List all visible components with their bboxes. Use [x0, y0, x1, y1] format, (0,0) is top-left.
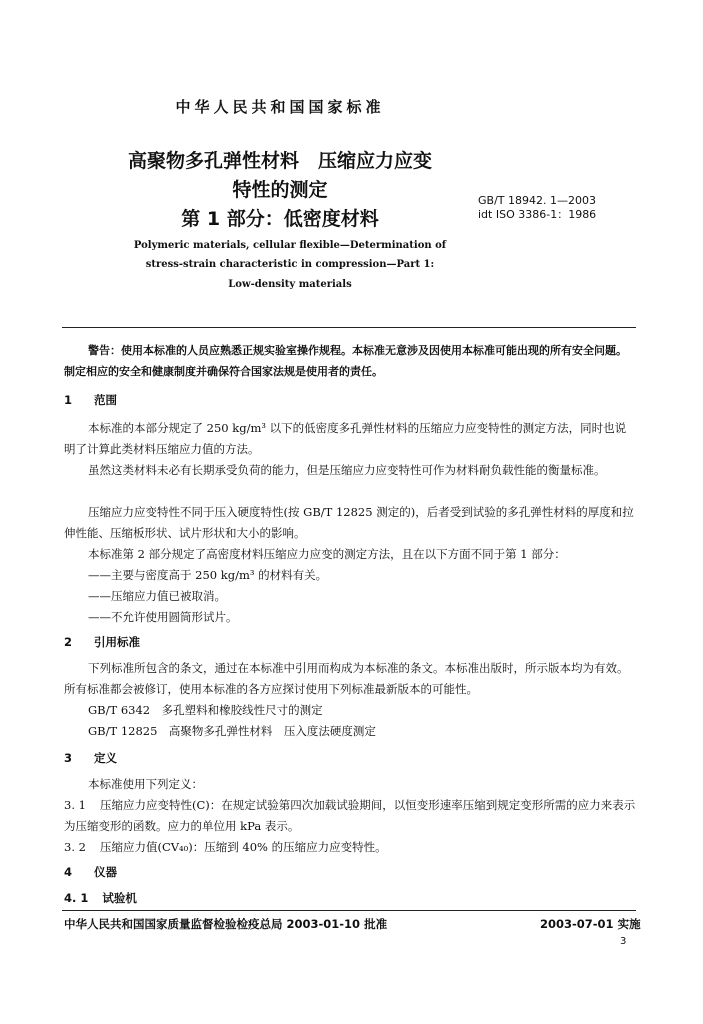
- title-line-2: 特性的测定: [232, 179, 328, 201]
- section-1-item-3: ——不允许使用圆筒形试片。: [88, 610, 238, 624]
- section-1-item-1: ——主要与密度高于 250 kg/m³ 的材料有关。: [88, 568, 328, 582]
- section-1-item-2: ——压缩应力值已被取消。: [88, 589, 226, 603]
- english-title-line-3: Low-density materials: [228, 279, 352, 290]
- section-2-para-1: 下列标准所包含的条文，通过在本标准中引用而构成为本标准的条文。本标准出版时，所示版本均为有效。所有标准都会被修订，使用本标准的各方应探讨使用下列标准最新版本的可能性。: [64, 661, 629, 696]
- reference-2: GB/T 12825 高聚物多孔弹性材料 压入度法硬度测定: [88, 724, 376, 738]
- section-1-para-1: 本标准的本部分规定了 250 kg/m³ 以下的低密度多孔弹性材料的压缩应力应变特性的测定方法，同时也说明了计算此类材料压缩应力值的方法。: [64, 421, 627, 456]
- section-1-para-3: 压缩应力应变特性不同于压入硬度特性(按 GB/T 12825 测定的)，后者受到试验的多孔弹性材料的厚度和拉伸性能、压缩板形状、试片形状和大小的影响。: [64, 505, 634, 540]
- page-number: 3: [620, 936, 627, 947]
- section-2-heading: 2 引用标准: [64, 635, 141, 649]
- section-1-para-4: 本标准第 2 部分规定了高密度材料压缩应力应变的测定方法，且在以下方面不同于第 1 部分：: [88, 547, 566, 561]
- definition-3-1: 3. 1 压缩应力应变特性(C)：在规定试验第四次加载试验期间，以恒变形速率压缩到规定变形所需的应力来表示为压缩变形的函数。应力的单位用 kPa 表示。: [64, 798, 636, 833]
- reference-1: GB/T 6342 多孔塑料和橡胶线性尺寸的测定: [88, 703, 323, 717]
- section-4-1-heading: 4. 1 试验机: [64, 891, 137, 905]
- issuer-approval: 中华人民共和国国家质量监督检验检疫总局 2003-01-10 批准: [64, 917, 388, 931]
- idt-reference: idt ISO 3386-1：1986: [478, 208, 597, 221]
- definition-3-2: 3. 2 压缩应力值(CV₄₀)：压缩到 40% 的压缩应力应变特性。: [64, 840, 387, 854]
- national-standard-heading: 中华人民共和国国家标准: [175, 98, 385, 116]
- title-line-1: 高聚物多孔弹性材料 压缩应力应变: [127, 150, 432, 172]
- section-3-intro: 本标准使用下列定义：: [88, 777, 203, 791]
- english-title-line-1: Polymeric materials, cellular flexible—Determination of: [133, 240, 447, 251]
- standard-number: GB/T 18942. 1—2003: [478, 194, 596, 207]
- footer-rule: [62, 910, 636, 911]
- header-rule: [62, 327, 636, 328]
- title-line-3: 第 1 部分：低密度材料: [181, 208, 379, 230]
- implementation-date: 2003-07-01 实施: [540, 917, 641, 931]
- section-1-heading: 1 范围: [64, 393, 118, 407]
- warning-text: 警告：使用本标准的人员应熟悉正规实验室操作规程。本标准无意涉及因使用本标准可能出现的所有安全问题。制定相应的安全和健康制度并确保符合国家法规是使用者的责任。: [64, 344, 627, 378]
- section-4-heading: 4 仪器: [64, 865, 118, 879]
- english-title-line-2: stress-strain characteristic in compression—Part 1:: [145, 259, 435, 270]
- section-3-heading: 3 定义: [64, 751, 118, 765]
- section-1-para-2: 虽然这类材料未必有长期承受负荷的能力，但是压缩应力应变特性可作为材料耐负载性能的衡量标准。: [88, 463, 606, 477]
